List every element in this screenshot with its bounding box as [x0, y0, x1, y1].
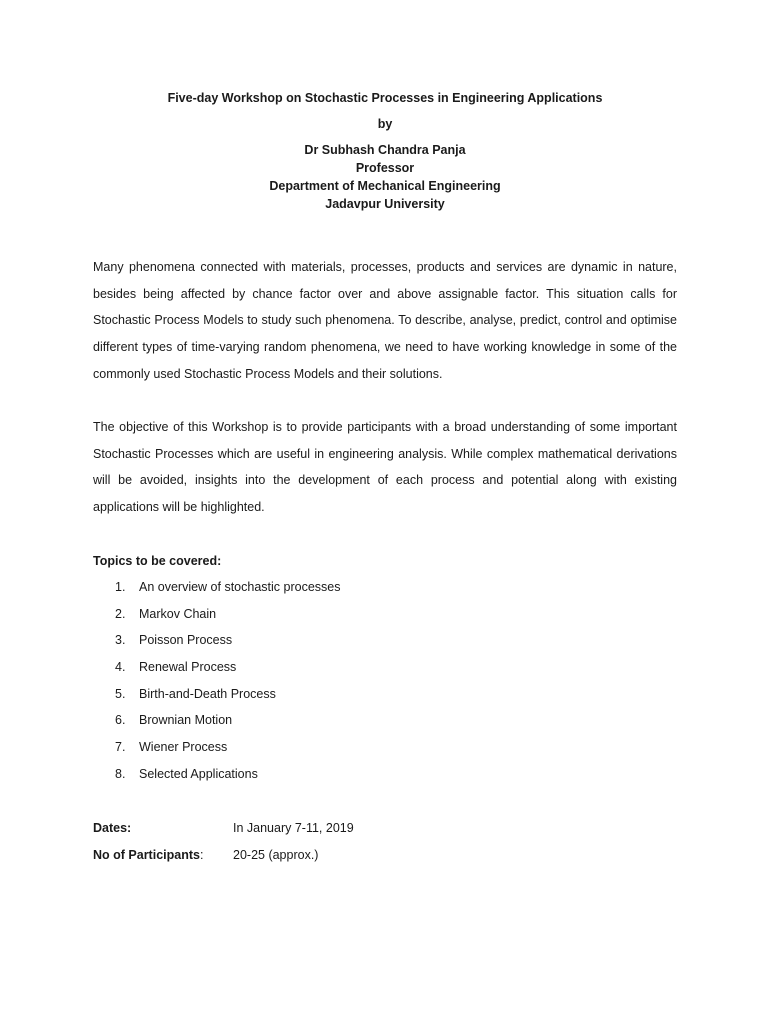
- topic-text: An overview of stochastic processes: [139, 580, 341, 594]
- topic-number: 5.: [115, 686, 126, 701]
- participants-row: [93, 842, 318, 868]
- intro-paragraph: Many phenomena connected with materials, processes, products and services are dynamic in nature, besides being affected by chance factor over and above assignable factor. This situation calls for Stochastic Process Models to study such phenomena. To describe, analyse, predict, control and optimise different types of time-varying random phenomena, we need to have working knowledge in some of the commonly used Stochastic Process Models and their solutions.: [93, 260, 677, 381]
- topic-text: Selected Applications: [139, 766, 258, 781]
- participants-label: No of Participants: [93, 848, 200, 862]
- topic-text: Brownian Motion: [139, 713, 233, 728]
- topic-text: Markov Chain: [139, 606, 217, 621]
- topic-number: 7.: [115, 740, 126, 755]
- topic-number: 2.: [115, 606, 126, 621]
- topic-text: Renewal Process: [139, 660, 237, 675]
- topic-text: Poisson Process: [139, 633, 233, 648]
- objective-paragraph: The objective of this Workshop is to provide participants with a broad understanding of some important Stochastic Processes which are useful in engineering analysis. While complex mathematical derivations will be avoided, insights into the development of each process and potential along with existing applications will be highlighted.: [93, 420, 677, 515]
- topic-text: Wiener Process: [139, 740, 228, 755]
- dates-label: Dates:: [93, 821, 132, 835]
- topic-number: 6.: [115, 713, 126, 728]
- by-line: by: [377, 117, 393, 131]
- author-name: Dr Subhash Chandra Panja: [304, 143, 466, 157]
- topic-number: 1.: [115, 580, 126, 594]
- topic-number: 3.: [115, 633, 126, 648]
- topic-number: 8.: [115, 766, 126, 781]
- topic-text: Birth-and-Death Process: [139, 686, 276, 701]
- topics-heading: Topics to be covered:: [93, 554, 222, 568]
- author-university: Jadavpur University: [325, 197, 445, 211]
- dates-row: [93, 815, 354, 841]
- topic-number: 4.: [115, 660, 126, 675]
- participants-colon: :: [199, 848, 204, 862]
- dates-value: In January 7-11, 2019: [233, 821, 354, 835]
- participants-label-wrap: [93, 842, 233, 868]
- participants-value: 20-25 (approx.): [233, 848, 319, 862]
- author-role: Professor: [355, 161, 415, 175]
- author-department: Department of Mechanical Engineering: [269, 179, 501, 193]
- workshop-title: Five-day Workshop on Stochastic Processes in Engineering Applications: [167, 91, 603, 105]
